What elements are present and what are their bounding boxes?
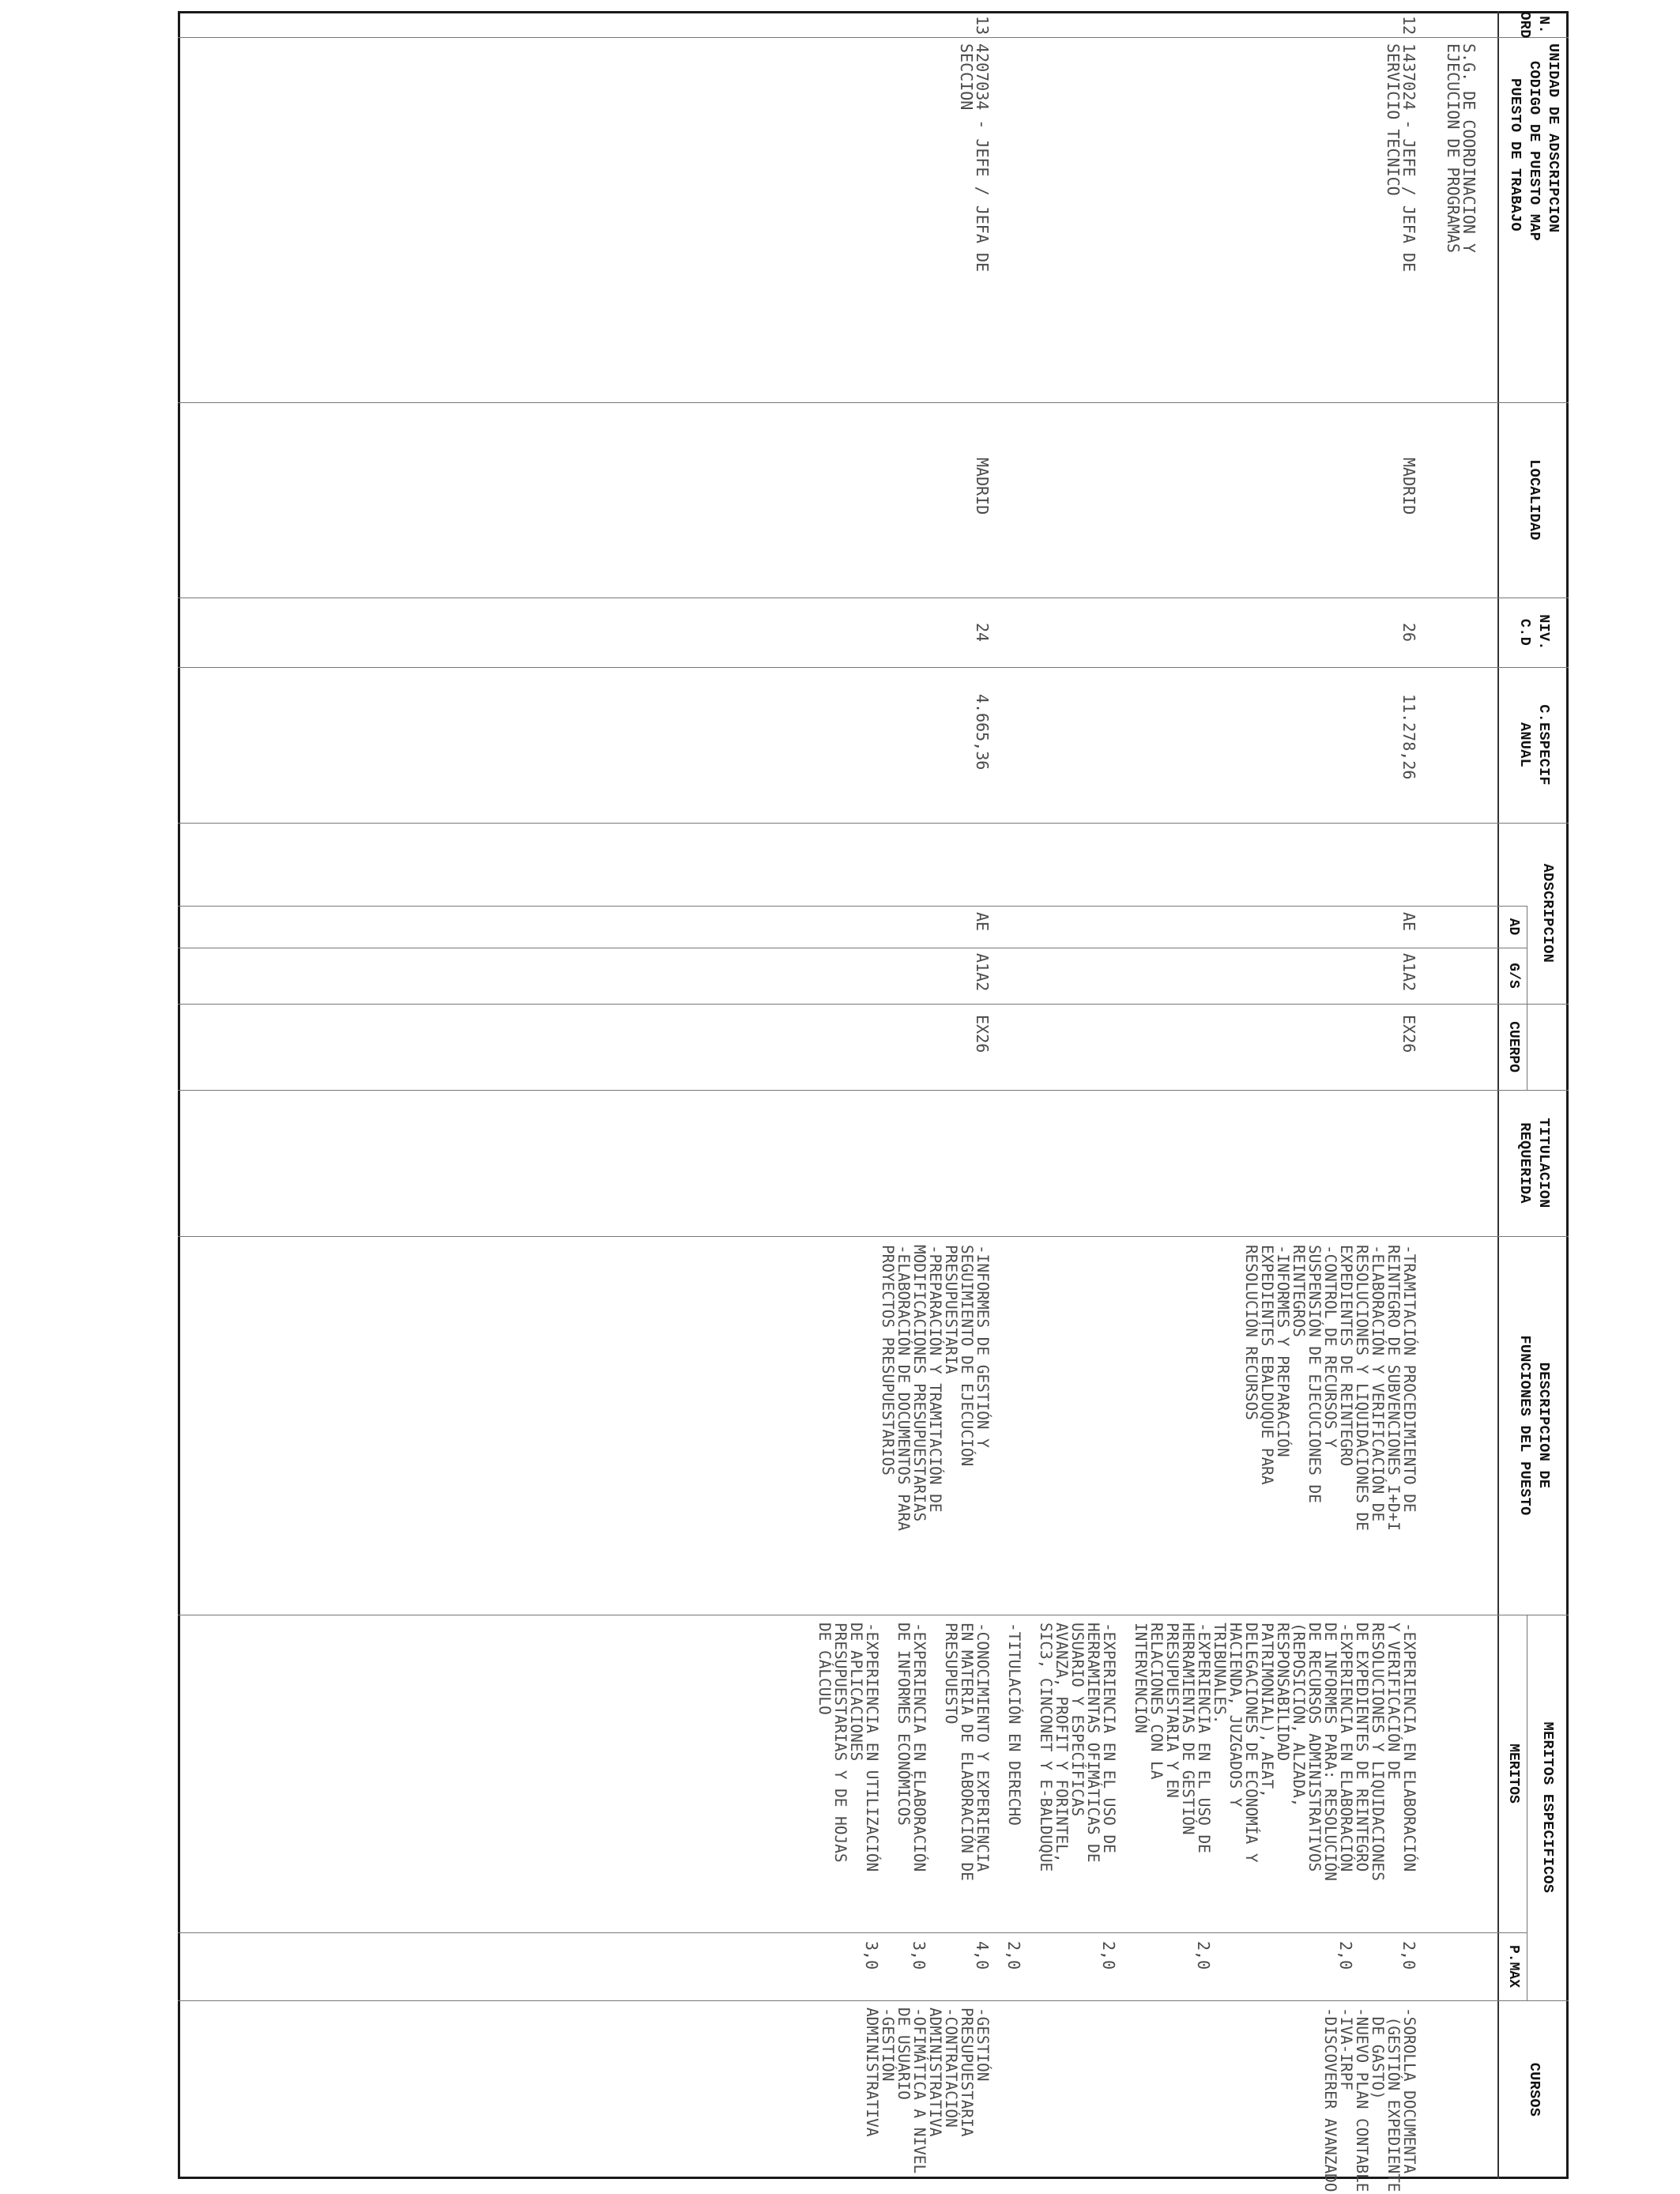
row-13-descripcion: -INFORMES DE GESTIÓN Y SEGUIMIENTO DE EJECUCIÓN PRESUPUESTARIA -PREPARACIÓN Y TRAMITACIÓN DE MODIFICACIONES PRESUPUESTARIAS -ELABORACIÓN DE DOCUMENTOS PARA PROYECTOS PRESUPUESTARIOS	[879, 1245, 992, 1531]
header-meritos-text: MERITOS	[1505, 1744, 1521, 1804]
header-ad-text: AD	[1505, 918, 1521, 936]
header-adscripcion	[1527, 823, 1569, 1004]
row-13-merito-1: -CONOCIMIENTO Y EXPERIENCIA EN MATERIA DE ELABORACIÓN DE PRESUPUESTO	[942, 1623, 992, 1881]
col-sep-10	[178, 1236, 1569, 1237]
row-12-cursos: -SOROLLA DOCUMENTA (GESTIÓN EXPEDIENTE DE GASTO) -NUEVO PLAN CONTABLE -IVA-IRPF -DISCOVERER AVANZADO	[1321, 2007, 1418, 2192]
header-localidad	[1499, 402, 1569, 598]
header-descripcion-line2: FUNCIONES DEL PUESTO	[1516, 1335, 1533, 1516]
row-13-merito-2-pmax: 3,0	[910, 1941, 929, 1970]
header-unidad	[1499, 37, 1569, 402]
row-12-merito-4: -EXPERIENCIA EN EL USO DE HERRAMIENTAS OFIMÁTICAS DE USUARIO Y ESPECÍFICAS AVANZA, PROFIT Y FORINTEL, SIC3, CINCONET Y E-BALDUQUE	[1037, 1623, 1118, 1872]
header-descripcion-line1: DESCRIPCION DE	[1535, 1362, 1553, 1489]
col-sep-9	[178, 1090, 1569, 1091]
header-unidad-line3: PUESTO DE TRABAJO	[1506, 78, 1524, 232]
row-13-especifico: 4.665,36	[973, 694, 992, 771]
row-13-ad: AE	[973, 912, 992, 932]
row-12-merito-1-pmax: 2,0	[1399, 1941, 1418, 1970]
header-especifico	[1499, 667, 1569, 823]
col-sep-13	[178, 2000, 1569, 2001]
header-gs	[1499, 948, 1527, 1004]
header-especifico-line1: C.ESPECIF	[1535, 704, 1553, 786]
col-sep-12	[178, 1932, 1527, 1933]
header-titulacion	[1499, 1090, 1569, 1236]
header-pmax-text: P.MAX	[1505, 1944, 1521, 1988]
row-12-merito-3: -EXPERIENCIA EN EL USO DE HERRAMIENTAS DE GESTIÓN PRESUPUESTARIA Y EN RELACIONES CON LA INTERVENCIÓN	[1132, 1623, 1213, 1853]
row-12-merito-2: -EXPERIENCIA EN ELABORACIÓN DE INFORMES PARA: RESOLUCIÓN DE RECURSOS ADMINISTRATIVOS (REPOSICIÓN, ALZADA, RESPONSABILIDAD PATRIMONIAL), AEAT, DELEGACIONES DE ECONOMÍA Y HACIENDA, JUZGADOS Y TRIBUNALES.	[1211, 1623, 1355, 1881]
header-cursos-text: CURSOS	[1526, 2062, 1543, 2117]
header-meritos-especificos-text: MERITOS ESPECIFICOS	[1539, 1721, 1557, 1894]
row-12-merito-5-pmax: 2,0	[1004, 1941, 1023, 1970]
row-12-descripcion: -TRAMITACIÓN PROCEDIMIENTO DE REINTEGRO DE SUBVENCIONES I+D+I -ELABORACIÓN Y VERIFICACIÓN DE RESOLUCIONES Y LIQUIDACIONES DE EXPEDIENTES DE REINTEGRO -CONTROL DE RECURSOS Y SUSPENSIÓN DE EJECUCIONES DE REINTEGROS -INFORMES Y PREPARACIÓN EXPEDIENTES EBALDUQUE PARA RESOLUCIÓN RECURSOS	[1242, 1245, 1418, 1531]
header-pmax	[1499, 1932, 1527, 2000]
row-12-merito-3-pmax: 2,0	[1194, 1941, 1213, 1970]
header-especifico-line2: ANUAL	[1516, 722, 1533, 767]
header-localidad-text: LOCALIDAD	[1526, 459, 1543, 541]
row-12-puesto: 1437024 - JEFE / JEFA DE SERVICIO TECNICO	[1384, 43, 1418, 272]
row-13-localidad: MADRID	[973, 458, 992, 515]
row-13-puesto: 4207034 - JEFE / JEFA DE SECCION	[957, 43, 992, 272]
header-unidad-line2: CODIGO DE PUESTO MAP	[1526, 61, 1543, 242]
row-12-especifico: 11.278,26	[1399, 694, 1418, 780]
col-sep-8	[178, 1004, 1569, 1005]
row-12-merito-2-pmax: 2,0	[1336, 1941, 1355, 1970]
header-unidad-line1: UNIDAD DE ADSCRIPCION	[1545, 43, 1562, 233]
header-n-ord-line1: N.	[1535, 16, 1553, 34]
row-13-nivel: 24	[973, 623, 992, 643]
row-13-cuerpo: EX26	[973, 1015, 992, 1054]
row-12-nivel: 26	[1399, 623, 1418, 643]
header-adscripcion-text: ADSCRIPCION	[1539, 863, 1557, 963]
row-13-ord: 13	[973, 16, 992, 36]
header-meritos-especificos	[1527, 1615, 1569, 2000]
row-13-cursos: -GESTIÓN PRESUPUESTARIA -CONTRATACIÓN ADMINISTRATIVA -OFIMÁTICA A NIVEL DE USUARIO -GESTIÓN ADMINISTRATIVA	[863, 2007, 992, 2174]
col-sep-6	[178, 906, 1527, 907]
header-ad	[1499, 906, 1527, 948]
rpt-sheet	[178, 11, 1569, 2192]
header-nivel	[1499, 598, 1569, 667]
header-n-ord-line2: ORD	[1516, 11, 1533, 39]
row-13-gs: A1A2	[973, 953, 992, 992]
header-titulacion-line1: TITULACION	[1535, 1118, 1553, 1208]
row-12-ord: 12	[1399, 16, 1418, 36]
row-13-merito-3-pmax: 3,0	[862, 1941, 881, 1970]
row-12-merito-4-pmax: 2,0	[1099, 1941, 1118, 1970]
row-12-ad: AE	[1399, 912, 1418, 932]
row-12-merito-5: -TITULACIÓN EN DERECHO	[1005, 1623, 1023, 1826]
col-sep-1	[178, 37, 1569, 38]
header-meritos	[1499, 1615, 1527, 1932]
col-sep-5	[178, 823, 1569, 824]
header-cursos	[1499, 2000, 1569, 2179]
header-nivel-line2: C.D	[1516, 618, 1533, 647]
header-nivel-line1: NIV.	[1535, 614, 1553, 650]
row-13-merito-3: -EXPERIENCIA EN UTILIZACIÓN DE APLICACIONES PRESUPUESTARIAS Y DE HOJAS DE CÁLCULO	[816, 1623, 881, 1872]
header-gs-text: G/S	[1505, 963, 1521, 989]
row-13-merito-2: -EXPERIENCIA EN ELABORACIÓN DE INFORMES ECONÓMICOS	[895, 1623, 929, 1872]
row-12-localidad: MADRID	[1399, 458, 1418, 515]
col-sep-2	[178, 402, 1569, 403]
row-12-merito-1: -EXPERIENCIA EN ELABORACIÓN Y VERIFICACIÓN DE RESOLUCIONES Y LIQUIDACIONES DE EXPEDIENTES DE REINTEGRO	[1353, 1623, 1418, 1881]
header-cuerpo-text: CUERPO	[1505, 1021, 1521, 1072]
header-cuerpo	[1499, 1004, 1527, 1090]
header-n-ord	[1499, 13, 1569, 37]
row-12-gs: A1A2	[1399, 953, 1418, 992]
header-titulacion-line2: REQUERIDA	[1516, 1122, 1533, 1204]
row-13-merito-1-pmax: 4,0	[973, 1941, 992, 1970]
header-descripcion	[1499, 1236, 1569, 1615]
row-12-cuerpo: EX26	[1399, 1015, 1418, 1054]
col-sep-4	[178, 667, 1569, 668]
unit-title: S.G. DE COORDINACION Y EJECUCION DE PROGRAMAS	[1444, 43, 1478, 253]
